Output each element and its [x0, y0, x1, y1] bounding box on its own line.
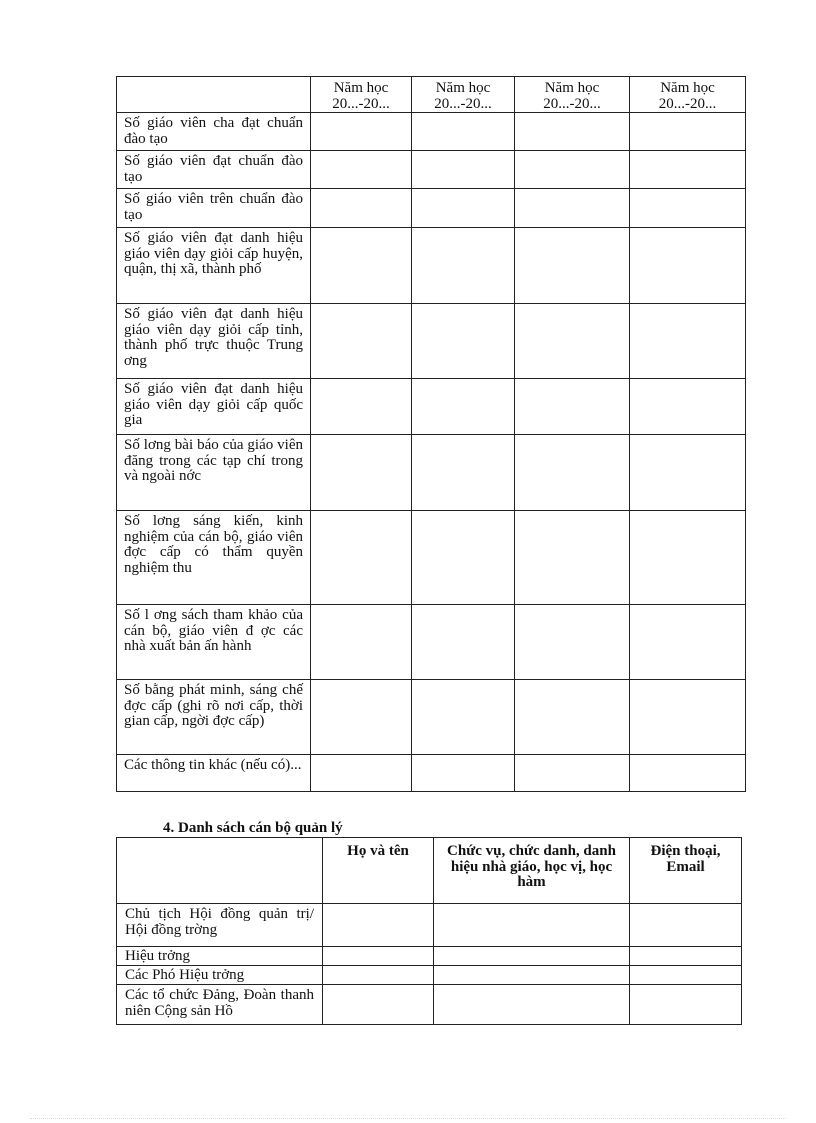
data-cell[interactable]: [515, 189, 630, 228]
data-cell[interactable]: [515, 228, 630, 304]
header-cell-empty: [117, 838, 323, 904]
data-cell[interactable]: [412, 755, 515, 792]
row-label: Các thông tin khác (nếu có)...: [117, 755, 311, 792]
row-label: Các Phó Hiệu trởng: [117, 966, 323, 985]
data-cell[interactable]: [412, 379, 515, 435]
data-cell[interactable]: [311, 511, 412, 605]
data-cell[interactable]: [630, 511, 746, 605]
data-cell[interactable]: [515, 435, 630, 511]
data-cell[interactable]: [412, 680, 515, 755]
data-cell[interactable]: [412, 113, 515, 151]
header-cell-position: Chức vụ, chức danh, danh hiệu nhà giáo, học vị, học hàm: [434, 838, 630, 904]
table-row: [117, 304, 746, 379]
table-row: [117, 435, 746, 511]
data-cell[interactable]: [311, 228, 412, 304]
row-label: Số giáo viên trên chuẩn đào tạo: [117, 189, 311, 228]
table-row: [117, 151, 746, 189]
row-label: Số giáo viên đạt danh hiệu giáo viên dạy giỏi cấp quốc gia: [117, 379, 311, 435]
data-cell[interactable]: [630, 435, 746, 511]
data-cell[interactable]: [630, 151, 746, 189]
table-row: [117, 985, 742, 1025]
row-label: Các tổ chức Đảng, Đoàn thanh niên Cộng sản Hồ: [117, 985, 323, 1025]
table-header-row: [117, 77, 746, 113]
table-row: [117, 605, 746, 680]
data-cell[interactable]: [412, 435, 515, 511]
data-cell[interactable]: [412, 511, 515, 605]
management-staff-table: [116, 837, 742, 1025]
table-header-row: [117, 838, 742, 904]
table-row: [117, 511, 746, 605]
header-cell-year: Năm học 20...-20...: [311, 77, 412, 113]
header-cell-empty: [117, 77, 311, 113]
table-row: [117, 379, 746, 435]
data-cell[interactable]: [311, 435, 412, 511]
header-cell-name: Họ và tên: [323, 838, 434, 904]
row-label: Số giáo viên đạt danh hiệu giáo viên dạy giỏi cấp tỉnh, thành phố trực thuộc Trung ơng: [117, 304, 311, 379]
row-label: Số bằng phát minh, sáng chế đợc cấp (ghi rõ nơi cấp, thời gian cấp, ngời đợc cấp): [117, 680, 311, 755]
row-label: Số giáo viên cha đạt chuẩn đào tạo: [117, 113, 311, 151]
table-row: [117, 966, 742, 985]
data-cell[interactable]: [515, 304, 630, 379]
table-row: [117, 113, 746, 151]
data-cell[interactable]: [311, 379, 412, 435]
data-cell[interactable]: [630, 605, 746, 680]
data-cell[interactable]: [323, 947, 434, 966]
table-row: [117, 755, 746, 792]
data-cell[interactable]: [515, 379, 630, 435]
data-cell[interactable]: [412, 228, 515, 304]
header-cell-year: Năm học 20...-20...: [630, 77, 746, 113]
data-cell[interactable]: [323, 966, 434, 985]
row-label: Chủ tịch Hội đồng quản trị/ Hội đồng trờng: [117, 904, 323, 947]
data-cell[interactable]: [412, 605, 515, 680]
table-row: [117, 680, 746, 755]
data-cell[interactable]: [630, 966, 742, 985]
data-cell[interactable]: [515, 755, 630, 792]
data-cell[interactable]: [630, 985, 742, 1025]
data-cell[interactable]: [630, 379, 746, 435]
data-cell[interactable]: [630, 755, 746, 792]
data-cell[interactable]: [311, 304, 412, 379]
header-cell-year: Năm học 20...-20...: [412, 77, 515, 113]
data-cell[interactable]: [434, 904, 630, 947]
data-cell[interactable]: [323, 985, 434, 1025]
table-row: [117, 904, 742, 947]
row-label: Số lơng sáng kiến, kinh nghiệm của cán bộ, giáo viên đợc cấp có thẩm quyền nghiệm thu: [117, 511, 311, 605]
data-cell[interactable]: [630, 228, 746, 304]
table-row: [117, 947, 742, 966]
data-cell[interactable]: [630, 189, 746, 228]
data-cell[interactable]: [311, 113, 412, 151]
data-cell[interactable]: [630, 304, 746, 379]
page-bottom-divider: [30, 1118, 786, 1119]
data-cell[interactable]: [515, 151, 630, 189]
row-label: Số giáo viên đạt danh hiệu giáo viên dạy giỏi cấp huyện, quận, thị xã, thành phố: [117, 228, 311, 304]
data-cell[interactable]: [630, 904, 742, 947]
row-label: Số lơng bài báo của giáo viên đăng trong các tạp chí trong và ngoài nớc: [117, 435, 311, 511]
data-cell[interactable]: [630, 680, 746, 755]
data-cell[interactable]: [311, 680, 412, 755]
data-cell[interactable]: [515, 680, 630, 755]
data-cell[interactable]: [311, 605, 412, 680]
data-cell[interactable]: [311, 151, 412, 189]
data-cell[interactable]: [515, 605, 630, 680]
table-row: [117, 228, 746, 304]
data-cell[interactable]: [311, 189, 412, 228]
data-cell[interactable]: [630, 113, 746, 151]
data-cell[interactable]: [434, 966, 630, 985]
teacher-statistics-table: [116, 76, 746, 792]
row-label: Số l ơng sách tham khảo của cán bộ, giáo viên đ ợc các nhà xuất bản ấn hành: [117, 605, 311, 680]
header-cell-contact: Điện thoại, Email: [630, 838, 742, 904]
row-label: Hiệu trởng: [117, 947, 323, 966]
table-row: [117, 189, 746, 228]
data-cell[interactable]: [323, 904, 434, 947]
data-cell[interactable]: [412, 189, 515, 228]
data-cell[interactable]: [515, 511, 630, 605]
header-cell-year: Năm học 20...-20...: [515, 77, 630, 113]
data-cell[interactable]: [630, 947, 742, 966]
data-cell[interactable]: [515, 113, 630, 151]
data-cell[interactable]: [434, 985, 630, 1025]
section-heading: 4. Danh sách cán bộ quản lý: [163, 820, 343, 836]
row-label: Số giáo viên đạt chuẩn đào tạo: [117, 151, 311, 189]
data-cell[interactable]: [434, 947, 630, 966]
data-cell[interactable]: [311, 755, 412, 792]
data-cell[interactable]: [412, 151, 515, 189]
data-cell[interactable]: [412, 304, 515, 379]
